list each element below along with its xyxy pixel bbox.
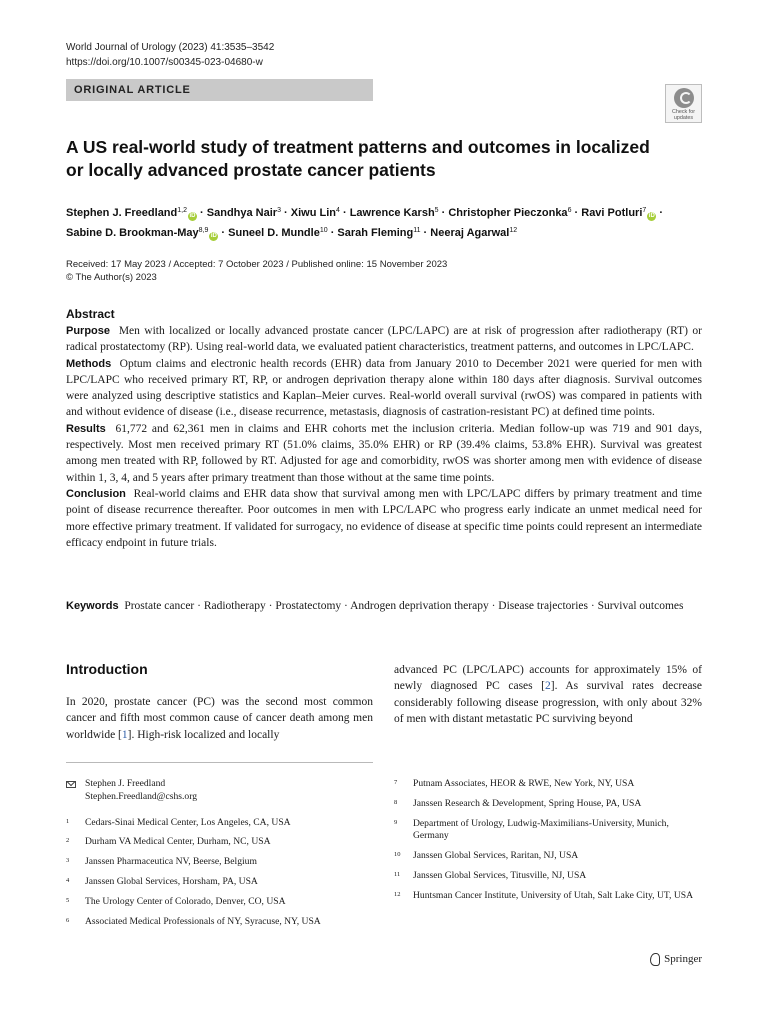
affiliation-item	[394, 798, 704, 811]
abstract	[66, 306, 702, 551]
keywords-text: Prostate cancer · Radiotherapy · Prostatectomy · Androgen deprivation therapy · Disease trajectories · Survival outcomes	[124, 600, 684, 612]
updates-label-1: Check for	[671, 109, 696, 115]
orcid-icon[interactable]: iD	[189, 213, 196, 219]
author-affiliation-number: 6	[567, 207, 572, 214]
affiliation-item	[394, 778, 704, 791]
author-affiliation-number: 5	[434, 207, 439, 214]
author-name: Sarah Fleming	[337, 227, 414, 239]
author	[430, 227, 517, 239]
abstract-heading: Abstract	[66, 307, 115, 321]
springer-horse-icon	[649, 952, 660, 965]
author	[291, 207, 350, 219]
author-separator: ·	[196, 207, 207, 219]
author-name: Neeraj Agarwal	[430, 227, 510, 239]
contact-name: Stephen J. Freedland	[85, 778, 166, 789]
author-name: Stephen J. Freedland	[66, 207, 178, 219]
author	[350, 207, 449, 219]
author	[66, 227, 228, 239]
author	[228, 227, 337, 239]
author-name: Lawrence Karsh	[349, 207, 435, 219]
author-separator: ·	[327, 227, 338, 239]
author	[337, 227, 430, 239]
affiliations-right	[394, 778, 704, 910]
introduction-heading: Introduction	[66, 661, 148, 677]
author-name: Xiwu Lin	[290, 207, 336, 219]
keywords	[66, 598, 702, 614]
intro-text-d: ]. As survival rates decrease considerably following disease progression, with only about 32% of men with distant metastatic PC surviving beyond	[394, 680, 702, 725]
author	[207, 207, 291, 219]
copyright-line: © The Author(s) 2023	[66, 272, 157, 283]
author-separator: ·	[571, 207, 582, 219]
results-label: Results	[66, 422, 106, 435]
check-for-updates-icon	[674, 88, 694, 108]
affiliation-list-right	[394, 778, 704, 903]
author-affiliation-number: 1,2	[177, 207, 187, 214]
doi-link[interactable]: https://doi.org/10.1007/s00345-023-04680-w	[66, 57, 263, 68]
check-for-updates-badge[interactable]	[665, 84, 702, 123]
author-separator: ·	[656, 207, 664, 219]
conclusion-label: Conclusion	[66, 487, 126, 500]
publisher-logo	[649, 952, 702, 965]
author-list	[66, 202, 706, 242]
envelope-icon	[66, 781, 76, 788]
affiliation-item	[394, 870, 704, 883]
affiliations-left	[66, 778, 376, 935]
orcid-icon[interactable]: iD	[648, 213, 655, 219]
dates-line: Received: 17 May 2023 / Accepted: 7 October 2023 / Published online: 15 November 2023	[66, 259, 448, 270]
journal-header	[66, 40, 274, 70]
purpose-label: Purpose	[66, 325, 111, 337]
affiliation-text: Janssen Global Services, Raritan, NJ, USA	[413, 850, 579, 862]
affiliation-number: 11	[394, 870, 401, 878]
author	[448, 207, 581, 219]
affiliation-text: Cedars-Sinai Medical Center, Los Angeles, CA, USA	[85, 816, 291, 828]
affiliation-text: Janssen Global Services, Titusville, NJ, USA	[413, 869, 587, 881]
author-name: Suneel D. Mundle	[228, 227, 320, 239]
affiliation-number: 1	[66, 817, 70, 825]
author-separator: ·	[339, 207, 350, 219]
author-separator: ·	[218, 227, 229, 239]
updates-label-2: updates	[673, 115, 694, 121]
intro-text-a: In 2020, prostate cancer (PC) was the second most common cancer and fifth most common cause of cancer death among men worldwide [	[66, 696, 373, 741]
affiliation-item	[394, 818, 704, 844]
author-affiliation-number: 11	[413, 227, 421, 234]
affiliation-number: 9	[394, 818, 398, 826]
affiliation-text: Durham VA Medical Center, Durham, NC, USA	[85, 836, 271, 848]
affiliation-text: Huntsman Cancer Institute, University of Utah, Salt Lake City, UT, USA	[413, 889, 694, 901]
introduction-right-column	[394, 662, 702, 727]
affiliation-item	[66, 817, 376, 830]
methods-label: Methods	[66, 357, 112, 370]
abstract-results	[66, 421, 702, 486]
affiliation-text: Putnam Associates, HEOR & RWE, New York, NY, USA	[413, 778, 635, 789]
affiliation-number: 2	[66, 837, 70, 845]
contact-email[interactable]: Stephen.Freedland@cshs.org	[85, 790, 198, 802]
orcid-icon[interactable]: iD	[210, 233, 217, 239]
introduction-paragraph-right	[394, 662, 702, 727]
affiliation-item	[66, 876, 376, 889]
author-name: Sandhya Nair	[206, 207, 278, 219]
affiliation-number: 3	[66, 857, 70, 865]
corresponding-author	[66, 778, 376, 804]
author	[66, 207, 207, 219]
affiliation-number: 10	[394, 851, 401, 859]
author-affiliation-number: 3	[277, 207, 281, 214]
affiliation-text: The Urology Center of Colorado, Denver, CO, USA	[85, 895, 286, 907]
affiliation-number: 12	[394, 890, 401, 898]
affiliation-list-left	[66, 817, 376, 929]
author-affiliation-number: 7	[642, 207, 647, 214]
article-type-banner: ORIGINAL ARTICLE	[66, 79, 373, 101]
affiliation-item	[66, 896, 376, 909]
author-name: Christopher Pieczonka	[448, 207, 568, 219]
reference-link-2[interactable]: 2	[544, 680, 551, 693]
affiliation-item	[394, 890, 704, 903]
affiliation-item	[66, 856, 376, 869]
intro-text-b: ]. High-risk localized and locally	[127, 728, 280, 741]
affiliation-text: Janssen Pharmaceutica NV, Beerse, Belgium	[85, 856, 257, 868]
author-name: Sabine D. Brookman‑May	[66, 227, 199, 239]
journal-citation: World Journal of Urology (2023) 41:3535–3542	[66, 42, 275, 53]
affiliation-text: Janssen Research & Development, Spring House, PA, USA	[413, 797, 642, 809]
article-title	[66, 136, 706, 182]
author-name: Ravi Potluri	[581, 207, 643, 219]
affiliation-number: 4	[66, 876, 70, 884]
affiliation-text: Janssen Global Services, Horsham, PA, USA	[85, 875, 258, 887]
intro-text-c: advanced PC (LPC/LAPC) accounts for approximately 15% of newly diagnosed PC cases [	[394, 664, 702, 693]
affiliation-number: 5	[66, 896, 70, 904]
affiliation-item	[66, 916, 376, 929]
author-separator: ·	[420, 227, 431, 239]
affiliation-item	[394, 850, 704, 863]
affiliation-number: 7	[394, 779, 398, 786]
introduction-left-column	[66, 660, 373, 743]
author-affiliation-number: 12	[509, 227, 518, 234]
title-line-1: A US real-world study of treatment patterns and outcomes in localized	[66, 137, 650, 157]
conclusion-text: Real-world claims and EHR data show that survival among men with LPC/LAPC differs by primary treatment and time point of disease recurrence thereafter. Poor outcomes in men with LPC/LAPC who progress early indicate an unmet medical need for more effective primary treatment. If validated for surrogacy, no evidence of disease at specific time points could represent an intermediate efficacy endpoint in future trials.	[66, 487, 702, 549]
keywords-label: Keywords	[66, 600, 119, 612]
affiliation-item	[66, 836, 376, 849]
affiliation-text: Associated Medical Professionals of NY, Syracuse, NY, USA	[85, 915, 321, 927]
footnote-divider	[66, 762, 373, 763]
publisher-name: Springer	[664, 952, 702, 965]
author	[581, 207, 663, 219]
author-affiliation-number: 4	[336, 207, 340, 214]
methods-text: Optum claims and electronic health records (EHR) data from January 2010 to December 2021 were queried for men with LPC/LAPC who received primary RT, RP, or androgen deprivation therapy alone within 180 days after diagnosis. Survival outcomes were analyzed using descriptive statistics and Kaplan–Meier curves. Real-world overall survival (rwOS) was compared in patients with and without evidence of disease (i.e., disease recurrence, metastasis, diagnosis of castration-resistant PC) at defined time points.	[66, 357, 702, 419]
abstract-purpose	[66, 323, 702, 356]
author-separator: ·	[280, 207, 291, 219]
author-affiliation-number: 10	[319, 227, 328, 234]
title-line-2: or locally advanced prostate cancer patients	[66, 160, 436, 180]
abstract-methods	[66, 356, 702, 421]
affiliation-text: Department of Urology, Ludwig-Maximilians-University, Munich, Germany	[413, 817, 669, 842]
reference-link-1[interactable]: 1	[121, 728, 128, 741]
introduction-paragraph-left	[66, 694, 373, 743]
affiliation-number: 6	[66, 916, 70, 924]
publication-dates	[66, 258, 447, 284]
purpose-text: Men with localized or locally advanced prostate cancer (LPC/LAPC) are at risk of progression after radiotherapy (RT) or radical prostatectomy (RP). Using real-world data, we evaluated patient characteristics, treatment patterns, and outcomes in LPC/LAPC.	[66, 325, 702, 354]
author-affiliation-number: 8,9	[198, 227, 209, 234]
affiliation-number: 8	[394, 798, 398, 806]
abstract-conclusion	[66, 486, 702, 551]
author-separator: ·	[438, 207, 449, 219]
results-text: 61,772 and 62,361 men in claims and EHR cohorts met the inclusion criteria. Median follow-up was 719 and 901 days, respectively. Most men received primary RT (51.0% claims, 35.0% EHR) or RP (39.4% claims, 53.8% EHR). Survival was greatest among men treated with RP, followed by RT. Adjusted for age and comorbidity, rwOS was shorter among men with evidence of disease within 1, 3, 4, and 5 years after primary treatment than those without at the same time points.	[66, 422, 702, 484]
